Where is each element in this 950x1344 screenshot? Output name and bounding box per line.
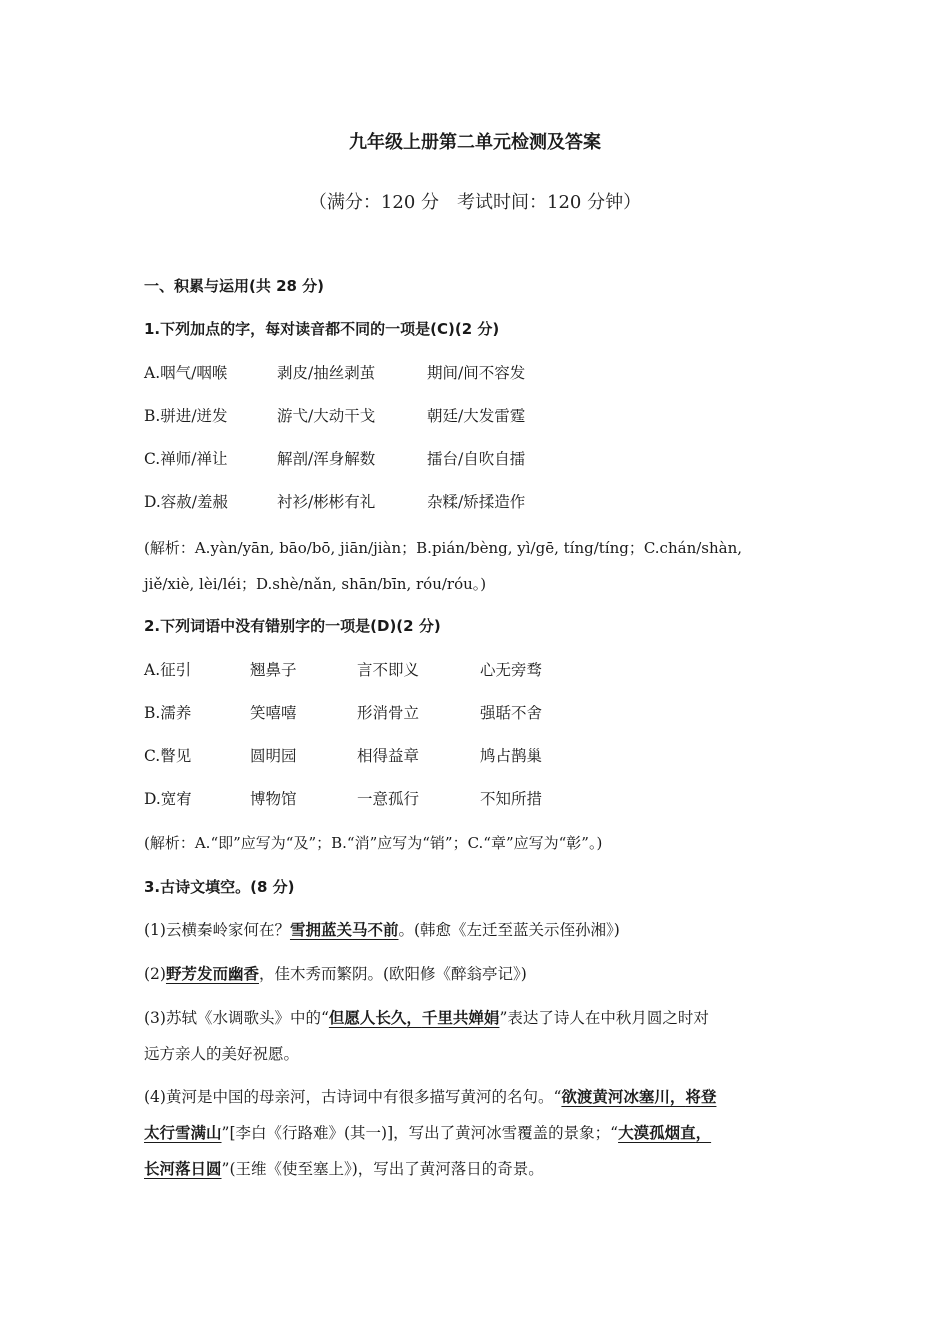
- q2-c-4: 鸠占鹊巢: [480, 747, 543, 765]
- q1-b-2: 游弋/大动干戈: [277, 407, 376, 425]
- q1-a-1: A.咽气/咽喉: [144, 364, 228, 382]
- q3-1-prompt: (1)云横秦岭家何在？: [144, 921, 290, 939]
- q2-d-2: 博物馆: [250, 790, 297, 808]
- q3-item-3: [144, 1007, 709, 1029]
- q3-2-prompt: (2): [144, 965, 166, 983]
- q3-2-source: ，佳木秀而繁阴。(欧阳修《醉翁亭记》): [258, 965, 527, 983]
- q3-3-answer-2: 千里共婵娟: [421, 1009, 500, 1027]
- q2-c-1: C.瞥见: [144, 747, 192, 765]
- q2-c-2: 圆明园: [250, 747, 297, 765]
- q2-d-3: 一意孤行: [357, 790, 420, 808]
- q3-3-prompt: (3)苏轼《水调歌头》中的“: [144, 1009, 329, 1027]
- q3-4-answer-2b: 太行雪满山: [144, 1124, 222, 1142]
- q3-item-3-cont: 远方亲人的美好祝愿。: [144, 1045, 300, 1063]
- page-subtitle: （满分：120 分 考试时间：120 分钟）: [308, 192, 642, 213]
- q2-option-b: [144, 702, 814, 724]
- q3-4-sep-2: ，: [695, 1124, 712, 1142]
- q2-a-4: 心无旁骛: [480, 661, 543, 679]
- q1-c-3: 擂台/自吹自擂: [427, 450, 526, 468]
- q3-3-rest: ”表达了诗人在中秋月圆之时对: [499, 1009, 709, 1027]
- q1-option-b: [144, 405, 814, 427]
- q1-option-c: [144, 448, 814, 470]
- q2-option-d: [144, 788, 814, 810]
- q3-4-answer-4: 长河落日圆: [144, 1160, 222, 1178]
- q1-option-d: [144, 491, 814, 513]
- q3-4-answer-3: 大漠孤烟直: [618, 1124, 696, 1142]
- q1-d-3: 杂糅/矫揉造作: [427, 493, 526, 511]
- q1-a-3: 期间/间不容发: [427, 364, 526, 382]
- section-heading: 一、积累与运用(共 28 分): [144, 277, 325, 295]
- question-3-stem: 3.古诗文填空。(8 分): [144, 878, 295, 896]
- page-title: 九年级上册第二单元检测及答案: [349, 132, 601, 153]
- q3-1-source: 。(韩愈《左迁至蓝关示侄孙湘》): [398, 921, 620, 939]
- q3-4-prompt: (4)黄河是中国的母亲河，古诗词中有很多描写黄河的名句。“: [144, 1088, 562, 1106]
- question-1-stem: 1.下列加点的字，每对读音都不同的一项是(C)(2 分): [144, 320, 500, 338]
- q2-b-4: 强聒不舍: [480, 704, 543, 722]
- q2-d-1: D.宽宥: [144, 790, 192, 808]
- q2-a-2: 翘鼻子: [250, 661, 297, 679]
- q3-item-1: [144, 919, 620, 941]
- q1-analysis-line-2: jiě/xiè, lèi/léi；D.shè/nǎn, shān/bīn, róu/róu。): [144, 575, 487, 593]
- q2-analysis: (解析：A.“即”应写为“及”；B.“消”应写为“销”；C.“章”应写为“彰”。): [144, 834, 603, 852]
- q1-option-a: [144, 362, 814, 384]
- q3-item-2: [144, 963, 527, 985]
- q1-b-1: B.骈进/迸发: [144, 407, 228, 425]
- q2-b-2: 笑嘻嘻: [250, 704, 297, 722]
- question-2-stem: 2.下列词语中没有错别字的一项是(D)(2 分): [144, 617, 441, 635]
- q1-d-1: D.容赦/羞赧: [144, 493, 229, 511]
- q2-d-4: 不知所措: [480, 790, 543, 808]
- q3-4-answer-2a: 将登: [685, 1088, 717, 1106]
- q2-c-3: 相得益章: [357, 747, 420, 765]
- q3-4-sep-1: ，: [669, 1088, 686, 1106]
- q3-3-sep: ，: [406, 1009, 422, 1027]
- q3-4-answer-1: 欲渡黄河冰塞川: [561, 1088, 670, 1106]
- q2-option-a: [144, 659, 814, 681]
- q1-b-3: 朝廷/大发雷霆: [427, 407, 526, 425]
- q3-3-answer-1: 但愿人长久: [328, 1009, 407, 1027]
- q2-b-3: 形消骨立: [357, 704, 420, 722]
- q2-a-3: 言不即义: [357, 661, 420, 679]
- q1-d-2: 衬衫/彬彬有礼: [277, 493, 376, 511]
- q3-item-4-line-3: [144, 1158, 544, 1180]
- q2-option-c: [144, 745, 814, 767]
- q1-c-1: C.禅师/禅让: [144, 450, 228, 468]
- q3-4-mid: ”[李白《行路难》(其一)]，写出了黄河冰雪覆盖的景象；“: [221, 1124, 619, 1142]
- q3-item-4-line-2: [144, 1122, 711, 1144]
- q1-c-2: 解剖/浑身解数: [277, 450, 376, 468]
- q2-a-1: A.征引: [144, 661, 192, 679]
- q1-a-2: 剥皮/抽丝剥茧: [277, 364, 376, 382]
- q3-1-answer: 雪拥蓝关马不前: [289, 921, 399, 939]
- q2-b-1: B.濡养: [144, 704, 192, 722]
- q3-2-answer: 野芳发而幽香: [165, 965, 259, 983]
- q3-4-source: ”(王维《使至塞上》)，写出了黄河落日的奇景。: [221, 1160, 544, 1178]
- q1-analysis-line-1: (解析：A.yàn/yān, bāo/bō, jiān/jiàn；B.pián/bèng, yì/gē, tíng/tíng；C.chán/shàn,: [144, 539, 743, 557]
- q3-item-4: [144, 1086, 716, 1108]
